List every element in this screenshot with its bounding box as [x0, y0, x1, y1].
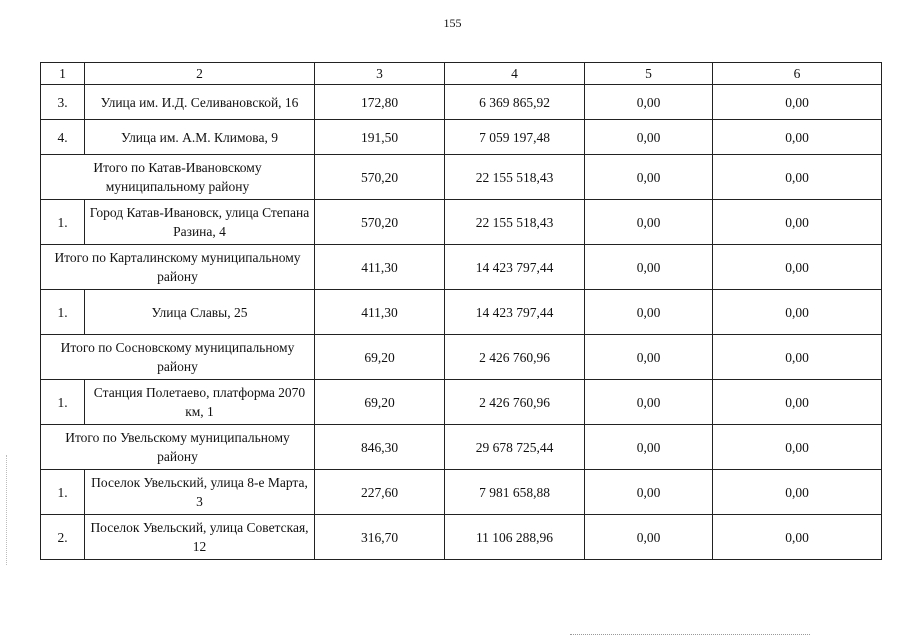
area-cell: 172,80 — [315, 85, 445, 120]
total-label-cell: Итого по Карталинскому муниципальному району — [41, 245, 315, 290]
area-cell: 69,20 — [315, 380, 445, 425]
table-row-total — [41, 245, 882, 290]
cost-cell: 29 678 725,44 — [445, 425, 585, 470]
total-label-cell: Итого по Сосновскому муниципальному району — [41, 335, 315, 380]
cost-cell: 7 059 197,48 — [445, 120, 585, 155]
address-cell: Улица им. А.М. Климова, 9 — [85, 120, 315, 155]
cost-cell: 14 423 797,44 — [445, 290, 585, 335]
value-col5-cell: 0,00 — [585, 120, 713, 155]
table-row — [41, 380, 882, 425]
value-col5-cell: 0,00 — [585, 245, 713, 290]
header-cell: 2 — [85, 63, 315, 85]
header-cell: 6 — [713, 63, 882, 85]
value-col5-cell: 0,00 — [585, 290, 713, 335]
value-col6-cell: 0,00 — [713, 515, 882, 560]
value-col5-cell: 0,00 — [585, 425, 713, 470]
address-cell: Поселок Увельский, улица 8-е Марта, 3 — [85, 470, 315, 515]
table-row — [41, 470, 882, 515]
value-col5-cell: 0,00 — [585, 515, 713, 560]
value-col5-cell: 0,00 — [585, 85, 713, 120]
table-row — [41, 120, 882, 155]
address-cell: Город Катав-Ивановск, улица Степана Разина, 4 — [85, 200, 315, 245]
area-cell: 191,50 — [315, 120, 445, 155]
area-cell: 570,20 — [315, 200, 445, 245]
value-col6-cell: 0,00 — [713, 380, 882, 425]
cost-cell: 6 369 865,92 — [445, 85, 585, 120]
row-number-cell: 2. — [41, 515, 85, 560]
table-row — [41, 290, 882, 335]
address-cell: Поселок Увельский, улица Советская, 12 — [85, 515, 315, 560]
area-cell: 411,30 — [315, 290, 445, 335]
value-col6-cell: 0,00 — [713, 245, 882, 290]
value-col5-cell: 0,00 — [585, 200, 713, 245]
header-cell: 4 — [445, 63, 585, 85]
area-cell: 411,30 — [315, 245, 445, 290]
header-cell: 5 — [585, 63, 713, 85]
area-cell: 570,20 — [315, 155, 445, 200]
value-col5-cell: 0,00 — [585, 335, 713, 380]
header-cell: 3 — [315, 63, 445, 85]
scan-footer-mark — [570, 634, 810, 636]
area-cell: 69,20 — [315, 335, 445, 380]
cost-cell: 14 423 797,44 — [445, 245, 585, 290]
total-label-cell: Итого по Увельскому муниципальному району — [41, 425, 315, 470]
value-col5-cell: 0,00 — [585, 380, 713, 425]
table-row-total — [41, 335, 882, 380]
area-cell: 316,70 — [315, 515, 445, 560]
row-number-cell: 1. — [41, 200, 85, 245]
row-number-cell: 1. — [41, 380, 85, 425]
address-cell: Станция Полетаево, платформа 2070 км, 1 — [85, 380, 315, 425]
cost-cell: 22 155 518,43 — [445, 200, 585, 245]
row-number-cell: 1. — [41, 290, 85, 335]
row-number-cell: 4. — [41, 120, 85, 155]
cost-cell: 2 426 760,96 — [445, 335, 585, 380]
address-cell: Улица им. И.Д. Селивановской, 16 — [85, 85, 315, 120]
table-row — [41, 200, 882, 245]
value-col6-cell: 0,00 — [713, 290, 882, 335]
cost-cell: 7 981 658,88 — [445, 470, 585, 515]
value-col6-cell: 0,00 — [713, 425, 882, 470]
header-cell: 1 — [41, 63, 85, 85]
row-number-cell: 3. — [41, 85, 85, 120]
value-col6-cell: 0,00 — [713, 155, 882, 200]
table-row-total — [41, 425, 882, 470]
data-table — [40, 62, 882, 560]
cost-cell: 11 106 288,96 — [445, 515, 585, 560]
total-label-cell: Итого по Катав-Ивановскому муниципальному району — [41, 155, 315, 200]
value-col6-cell: 0,00 — [713, 120, 882, 155]
value-col6-cell: 0,00 — [713, 200, 882, 245]
value-col5-cell: 0,00 — [585, 470, 713, 515]
value-col6-cell: 0,00 — [713, 85, 882, 120]
row-number-cell: 1. — [41, 470, 85, 515]
address-cell: Улица Славы, 25 — [85, 290, 315, 335]
table-row-total — [41, 155, 882, 200]
cost-cell: 22 155 518,43 — [445, 155, 585, 200]
cost-cell: 2 426 760,96 — [445, 380, 585, 425]
table-row — [41, 515, 882, 560]
table-header-row — [41, 63, 882, 85]
scan-margin-mark — [6, 455, 8, 565]
value-col6-cell: 0,00 — [713, 335, 882, 380]
area-cell: 846,30 — [315, 425, 445, 470]
value-col5-cell: 0,00 — [585, 155, 713, 200]
table-row — [41, 85, 882, 120]
page-number: 155 — [443, 16, 462, 30]
value-col6-cell: 0,00 — [713, 470, 882, 515]
area-cell: 227,60 — [315, 470, 445, 515]
